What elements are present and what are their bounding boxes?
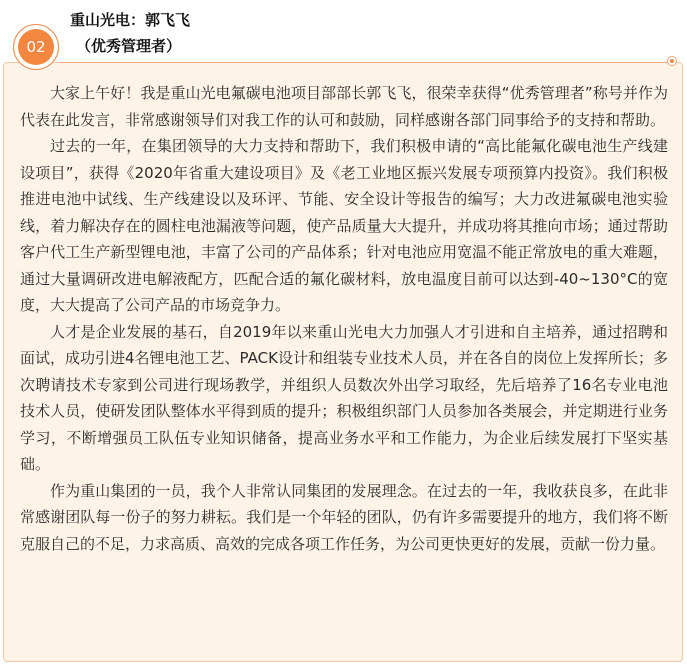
speech-body bbox=[20, 80, 668, 557]
header-divider bbox=[60, 62, 667, 63]
paragraph: 作为重山集团的一员，我个人非常认同集团的发展理念。在过去的一年，我收获良多，在此非常感谢团队每一份子的努力耕耘。我们是一个年轻的团队，仍有许多需要提升的地方，我们将不断克服自己的不足，力求高质、高效的完成各项工作任务，为公司更快更好的发展，贡献一份力量。 bbox=[20, 481, 668, 553]
paragraph: 过去的一年，在集团领导的大力支持和帮助下，我们积极申请的“高比能氟化碳电池生产线建设项目”，获得《2020年省重大建设项目》及《老工业地区振兴发展专项预算内投资》。我们积极推进电池中试线、生产线建设以及环评、节能、安全设计等报告的编写；大力改进氟碳电池实验线，着力解决存在的圆柱电池漏液等问题，使产品质量大大提升，并成功将其推向市场；通过帮助客户代工生产新型锂电池，丰富了公司的产品体系；针对电池应用宽温不能正常放电的重大难题，通过大量调研改进电解液配方，匹配合适的氟化碳材料，放电温度目前可以达到-40~130°C的宽度，大大提高了公司产品的市场竞争力。 bbox=[20, 137, 668, 314]
paragraph: 人才是企业发展的基石，自2019年以来重山光电大力加强人才引进和自主培养，通过招聘和面试，成功引进4名锂电池工艺、PACK设计和组装专业技术人员，并在各自的岗位上发挥所长；多次聘请技术专家到公司进行现场教学，并组织人员数次外出学习取经，先后培养了16名专业电池技术人员，使研发团队整体水平得到质的提升；积极组织部门人员参加各类展会，并定期进行业务学习，不断增强员工队伍专业知识储备，提高业务水平和工作能力，为企业后续发展打下坚实基础。 bbox=[20, 322, 668, 473]
speaker-award: （优秀管理者） bbox=[76, 37, 182, 55]
paragraph: 大家上午好！我是重山光电氟碳电池项目部部长郭飞飞，很荣幸获得“优秀管理者”称号并作为代表在此发言，非常感谢领导们对我工作的认可和鼓励，同样感谢各部门同事给予的支持和帮助。 bbox=[20, 84, 668, 129]
speaker-title: 重山光电：郭飞飞 bbox=[70, 11, 191, 29]
badge-number: 02 bbox=[18, 29, 54, 65]
section-number-badge bbox=[13, 24, 59, 70]
header-dot-ornament bbox=[667, 56, 677, 66]
